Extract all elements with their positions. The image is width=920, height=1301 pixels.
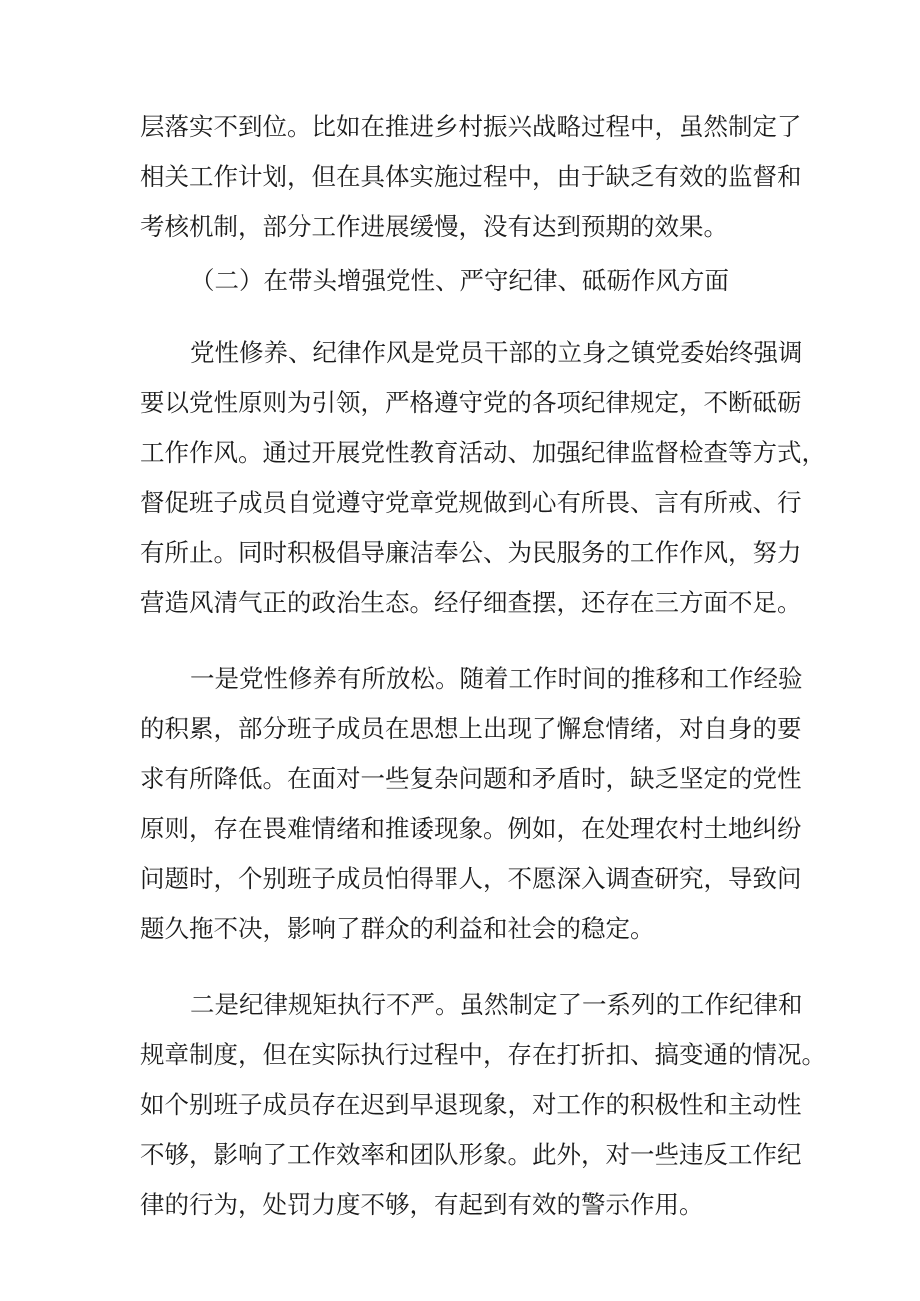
text-line: 要以党性原则为引领，严格遵守党的各项纪律规定，不断砥砺 <box>140 388 802 417</box>
text-line: 相关工作计划，但在具体实施过程中，由于缺乏有效的监督和 <box>140 162 802 191</box>
text-line: 营造风清气正的政治生态。经仔细查摆，还存在三方面不足。 <box>140 588 802 617</box>
text-line: 规章制度，但在实际执行过程中，存在打折扣、搞变通的情况。 <box>140 1040 826 1069</box>
text-line: 考核机制，部分工作进展缓慢，没有达到预期的效果。 <box>140 212 728 241</box>
section-heading: （二）在带头增强党性、严守纪律、砥砺作风方面 <box>190 266 729 295</box>
text-line: 党性修养、纪律作风是党员干部的立身之镇党委始终强调 <box>190 338 803 367</box>
text-line: 一是党性修养有所放松。随着工作时间的推移和工作经验 <box>190 664 803 693</box>
text-line: 不够，影响了工作效率和团队形象。此外，对一些违反工作纪 <box>140 1140 802 1169</box>
text-line: 问题时，个别班子成员怕得罪人，不愿深入调查研究，导致问 <box>140 864 802 893</box>
text-line: 题久拖不决，影响了群众的利益和社会的稳定。 <box>140 914 655 943</box>
text-line: 有所止。同时积极倡导廉洁奉公、为民服务的工作作风，努力 <box>140 538 802 567</box>
text-line: 督促班子成员自觉遵守党章党规做到心有所畏、言有所戒、行 <box>140 488 802 517</box>
text-line: 工作作风。通过开展党性教育活动、加强纪律监督检查等方式， <box>140 438 826 467</box>
text-line: 律的行为，处罚力度不够，有起到有效的警示作用。 <box>140 1190 704 1219</box>
text-line: 二是纪律规矩执行不严。虽然制定了一系列的工作纪律和 <box>190 990 803 1019</box>
text-line: 如个别班子成员存在迟到早退现象，对工作的积极性和主动性 <box>140 1090 802 1119</box>
text-line: 层落实不到位。比如在推进乡村振兴战略过程中，虽然制定了 <box>140 112 802 141</box>
text-line: 原则，存在畏难情绪和推诿现象。例如，在处理农村土地纠纷 <box>140 814 802 843</box>
text-line: 的积累，部分班子成员在思想上出现了懈怠情绪，对自身的要 <box>140 714 802 743</box>
text-line: 求有所降低。在面对一些复杂问题和矛盾时，缺乏坚定的党性 <box>140 764 802 793</box>
